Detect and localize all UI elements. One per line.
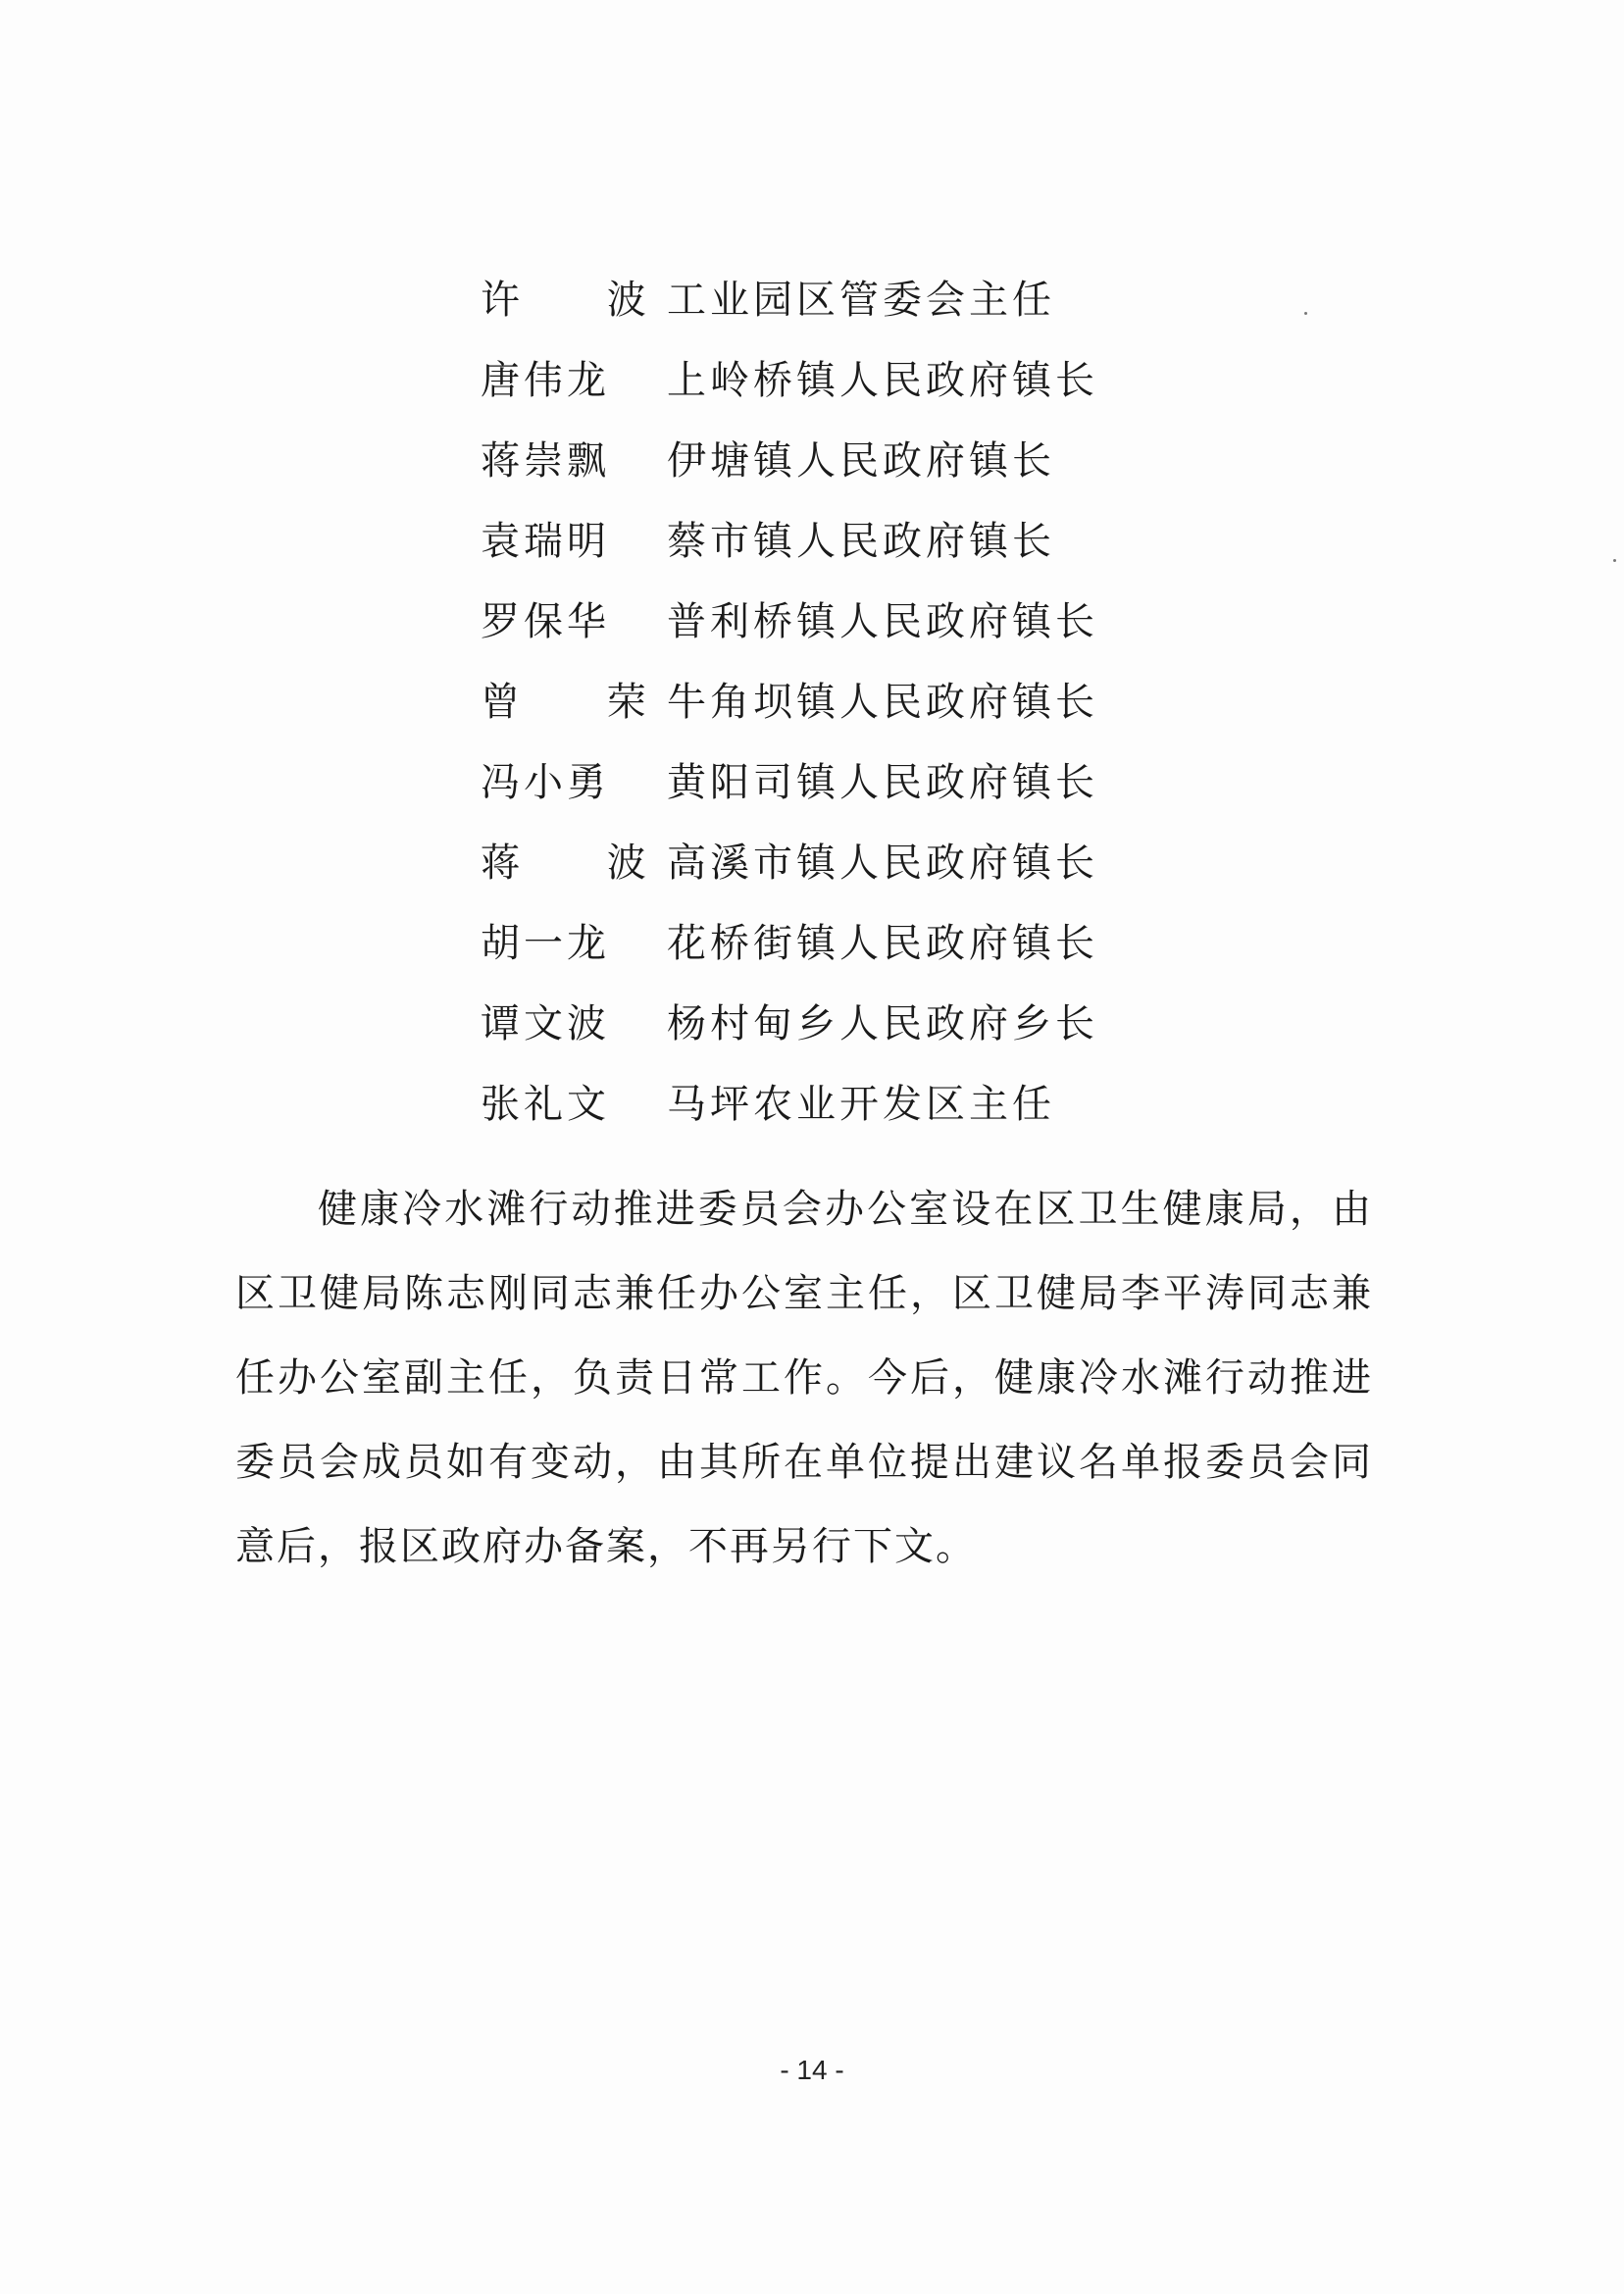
member-title: 上岭桥镇人民政府镇长 — [667, 358, 1098, 403]
member-row — [481, 662, 1265, 742]
member-title: 黄阳司镇人民政府镇长 — [667, 760, 1098, 805]
member-row — [481, 984, 1265, 1064]
member-row — [481, 501, 1265, 582]
member-title: 牛角坝镇人民政府镇长 — [667, 680, 1098, 725]
member-row — [481, 340, 1265, 421]
member-row — [481, 582, 1265, 662]
member-name: 胡一龙 — [481, 921, 610, 966]
member-name: 许 波 — [481, 278, 684, 323]
member-name: 蒋 波 — [481, 841, 684, 886]
member-row — [481, 1064, 1265, 1145]
office-paragraph: 健康冷水滩行动推进委员会办公室设在区卫生健康局，由区卫健局陈志刚同志兼任办公室主任，区卫健局李平涛同志兼任办公室副主任，负责日常工作。今后，健康冷水滩行动推进委员会成员如有变动，由其所在单位提出建议名单报委员会同意后，报区政府办备案，不再另行下文。 — [235, 1187, 1373, 1569]
member-title: 花桥街镇人民政府镇长 — [667, 921, 1098, 966]
member-row — [481, 903, 1265, 984]
member-name: 蒋崇飘 — [481, 438, 610, 484]
member-name: 冯小勇 — [481, 760, 610, 805]
member-name: 谭文波 — [481, 1001, 610, 1046]
member-row — [481, 260, 1265, 340]
scan-speck — [1304, 312, 1307, 315]
member-title: 高溪市镇人民政府镇长 — [667, 841, 1098, 886]
member-title: 马坪农业开发区主任 — [667, 1082, 1055, 1127]
member-title: 普利桥镇人民政府镇长 — [667, 599, 1098, 644]
member-title: 蔡市镇人民政府镇长 — [667, 519, 1055, 564]
member-title: 工业园区管委会主任 — [667, 278, 1055, 323]
member-name: 张礼文 — [481, 1082, 610, 1127]
member-row — [481, 823, 1265, 903]
member-name: 曾 荣 — [481, 680, 684, 725]
page-number: - 14 - — [780, 2055, 844, 2085]
member-list — [481, 260, 1265, 1145]
member-title: 杨村甸乡人民政府乡长 — [667, 1001, 1098, 1046]
member-title: 伊塘镇人民政府镇长 — [667, 438, 1055, 484]
member-row — [481, 742, 1265, 823]
member-row — [481, 421, 1265, 501]
member-name: 唐伟龙 — [481, 358, 610, 403]
scan-speck — [1613, 559, 1616, 562]
member-name: 罗保华 — [481, 599, 610, 644]
member-name: 袁瑞明 — [481, 519, 610, 564]
